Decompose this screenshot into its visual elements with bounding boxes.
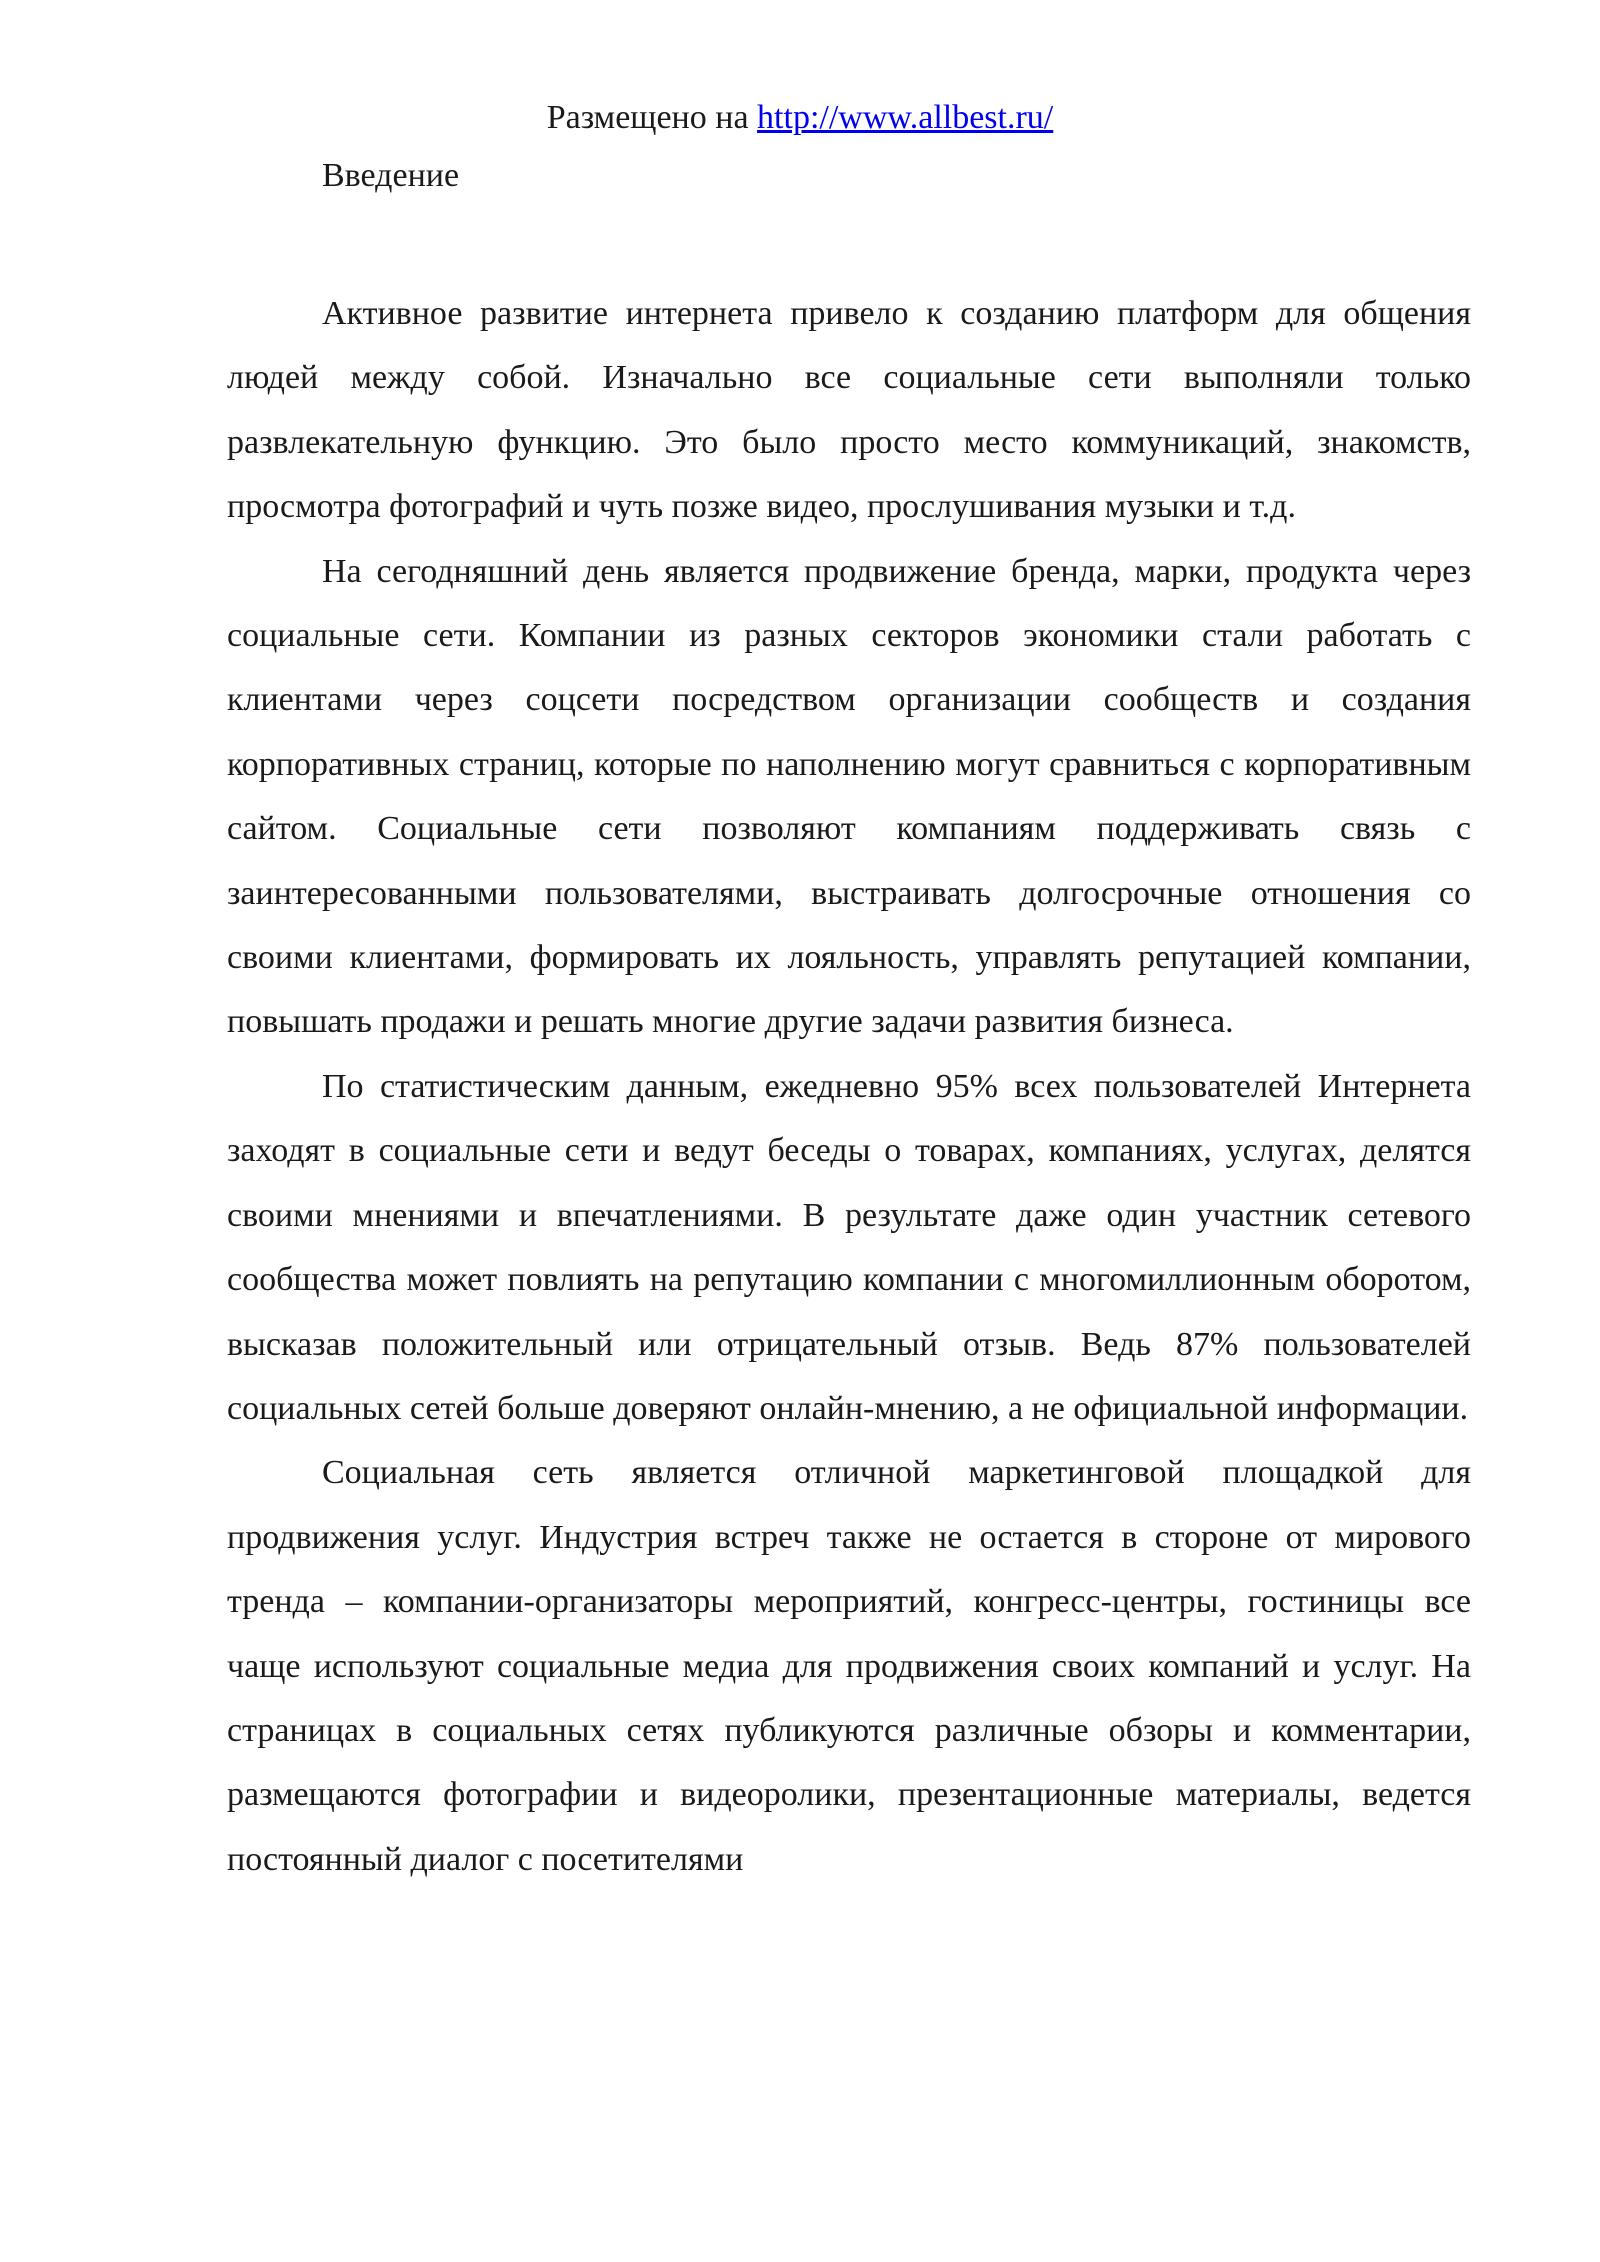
body-text [227, 282, 1471, 1892]
source-link[interactable]: http://www.allbest.ru/ [757, 99, 1054, 136]
paragraph: На сегодняшний день является продвижение бренда, марки, продукта через социальные сети. Компании из разных секторов экономики стали работать с клиентами через соцсети посредством организации сообществ и создания корпоративных страниц, которые по наполнению могут сравниться с корпоративным сайтом. Социальные сети позволяют компаниям поддерживать связь с заинтересованными пользователями, выстраивать долгосрочные отношения со своими клиентами, формировать их лояльность, управлять репутацией компании, повышать продажи и решать многие другие задачи развития бизнеса. [227, 552, 1471, 1041]
section-heading: Введение [322, 157, 460, 194]
paragraph: По статистическим данным, ежедневно 95% всех пользователей Интернета заходят в социальные сети и ведут беседы о товарах, компаниях, услугах, делятся своими мнениями и впечатлениями. В результате даже один участник сетевого сообщества может повлиять на репутацию компании с многомиллионным оборотом, высказав положительный или отрицательный отзыв. Ведь 87% пользователей социальных сетей больше доверяют онлайн-мнению, а не официальной информации. [227, 1067, 1471, 1427]
source-prefix: Размещено на [546, 99, 749, 136]
paragraph: Социальная сеть является отличной маркетинговой площадкой для продвижения услуг. Индустрия встреч также не остается в стороне от мирового тренда – компании-организаторы мероприятий, конгресс-центры, гостиницы все чаще используют социальные медиа для продвижения своих компаний и услуг. На страницах в социальных сетях публикуются различные обзоры и комментарии, размещаются фотографии и видеоролики, презентационные материалы, ведется постоянный диалог с посетителями [227, 1454, 1471, 1878]
source-header [0, 96, 1600, 140]
paragraph: Активное развитие интернета привело к созданию платформ для общения людей между собой. Изначально все социальные сети выполняли только развлекательную функцию. Это было просто место коммуникаций, знакомств, просмотра фотографий и чуть позже видео, прослушивания музыки и т.д. [227, 295, 1471, 526]
